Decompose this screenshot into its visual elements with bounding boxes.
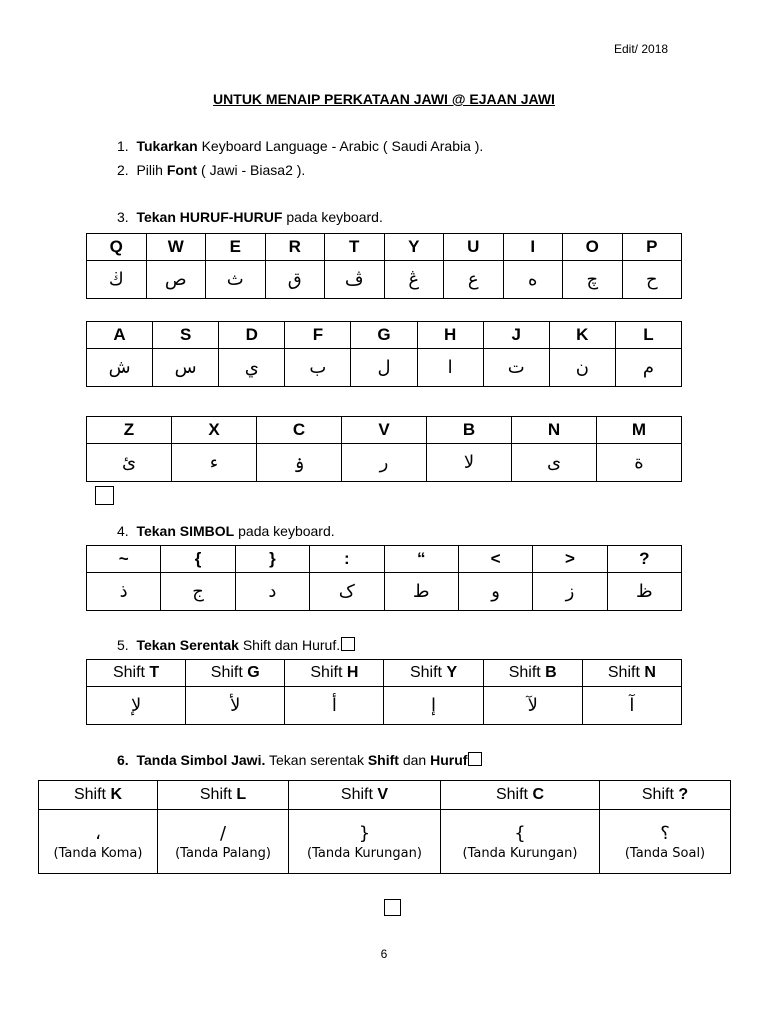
key-t: T [325,234,385,261]
key-r: R [265,234,325,261]
key-u: U [444,234,504,261]
keyboard-row-zxcv [86,416,682,482]
shift-y-key: Shift Y [384,660,483,687]
jawi-g: ل [351,349,417,387]
jawi-x: ء [172,444,257,482]
shift-t-key: Shift T [87,660,186,687]
close-bracket-mark-cell: } (Tanda Kurungan) [289,810,441,874]
jawi-z: ئ [87,444,172,482]
jawi-open-brace: ج [161,573,235,611]
jawi-close-brace: د [235,573,309,611]
key-less-than: < [458,546,532,573]
jawi-r: ق [265,261,325,299]
key-tilde: ~ [87,546,161,573]
keyboard-row-qwerty [86,233,682,299]
key-n: N [512,417,597,444]
jawi-f: ب [285,349,351,387]
page-title: UNTUK MENAIP PERKATAAN JAWI @ EJAAN JAWI [213,91,555,107]
jawi-e: ث [206,261,266,299]
key-e: E [206,234,266,261]
shift-h-jawi: أ [285,687,384,725]
key-y: Y [384,234,444,261]
jawi-s: س [153,349,219,387]
shift-question-key: Shift ? [600,781,731,810]
jawi-j: ت [483,349,549,387]
shift-k-key: Shift K [39,781,158,810]
jawi-question: ظ [607,573,681,611]
key-quote: “ [384,546,458,573]
question-mark-cell: ؟ (Tanda Soal) [600,810,731,874]
shift-b-key: Shift B [483,660,582,687]
key-p: P [622,234,682,261]
key-d: D [219,322,285,349]
page-number: 6 [380,947,388,961]
key-g: G [351,322,417,349]
key-i: I [503,234,563,261]
jawi-t: ڤ [325,261,385,299]
key-m: M [597,417,682,444]
key-c: C [257,417,342,444]
slash-mark-cell: / (Tanda Palang) [158,810,289,874]
jawi-b: لا [427,444,512,482]
key-s: S [153,322,219,349]
step-1: 1. Tukarkan Keyboard Language - Arabic ( Saudi Arabia ). [117,138,484,154]
jawi-a: ش [87,349,153,387]
shift-c-key: Shift C [441,781,600,810]
key-v: V [342,417,427,444]
step-2: 2. Pilih Font ( Jawi - Biasa2 ). [117,162,306,178]
key-x: X [172,417,257,444]
key-question: ? [607,546,681,573]
key-j: J [483,322,549,349]
jawi-n: ى [512,444,597,482]
key-a: A [87,322,153,349]
jawi-colon: ک [310,573,384,611]
jawi-q: ڬ [87,261,147,299]
shift-combination-table [86,659,682,725]
step-4: 4. Tekan SIMBOL pada keyboard. [117,523,335,539]
shift-y-jawi: إ [384,687,483,725]
jawi-l: م [615,349,681,387]
key-o: O [563,234,623,261]
comma-mark-cell: ، (Tanda Koma) [39,810,158,874]
jawi-punctuation-table [38,780,731,874]
key-z: Z [87,417,172,444]
shift-h-key: Shift H [285,660,384,687]
step-5: 5. Tekan Serentak Shift dan Huruf. [117,637,355,653]
key-colon: : [310,546,384,573]
keyboard-row-symbols [86,545,682,611]
jawi-greater-than: ز [533,573,607,611]
jawi-y: ڠ [384,261,444,299]
shift-g-key: Shift G [186,660,285,687]
key-k: K [549,322,615,349]
shift-g-jawi: لأ [186,687,285,725]
jawi-m: ة [597,444,682,482]
key-greater-than: > [533,546,607,573]
key-h: H [417,322,483,349]
jawi-u: ع [444,261,504,299]
checkbox-square-icon [341,637,355,651]
step-6: 6. Tanda Simbol Jawi. Tekan serentak Shift dan Huruf [117,752,482,768]
key-open-brace: { [161,546,235,573]
jawi-p: ح [622,261,682,299]
key-close-brace: } [235,546,309,573]
edit-date: Edit/ 2018 [614,42,669,56]
key-w: W [146,234,206,261]
shift-n-key: Shift N [582,660,681,687]
shift-l-key: Shift L [158,781,289,810]
jawi-d: ي [219,349,285,387]
key-f: F [285,322,351,349]
checkbox-square-icon [384,899,401,916]
jawi-o: چ [563,261,623,299]
jawi-k: ن [549,349,615,387]
jawi-less-than: و [458,573,532,611]
checkbox-square-icon [468,752,482,766]
shift-n-jawi: آ [582,687,681,725]
jawi-i: ه [503,261,563,299]
jawi-v: ر [342,444,427,482]
shift-t-jawi: لإ [87,687,186,725]
jawi-h: ا [417,349,483,387]
key-b: B [427,417,512,444]
jawi-c: ۏ [257,444,342,482]
keyboard-row-asdf [86,321,682,387]
shift-b-jawi: لآ [483,687,582,725]
step-3: 3. Tekan HURUF-HURUF pada keyboard. [117,209,383,225]
checkbox-square-icon [95,486,114,505]
jawi-quote: ط [384,573,458,611]
key-l: L [615,322,681,349]
jawi-w: ص [146,261,206,299]
jawi-tilde: ذ [87,573,161,611]
open-bracket-mark-cell: { (Tanda Kurungan) [441,810,600,874]
key-q: Q [87,234,147,261]
shift-v-key: Shift V [289,781,441,810]
